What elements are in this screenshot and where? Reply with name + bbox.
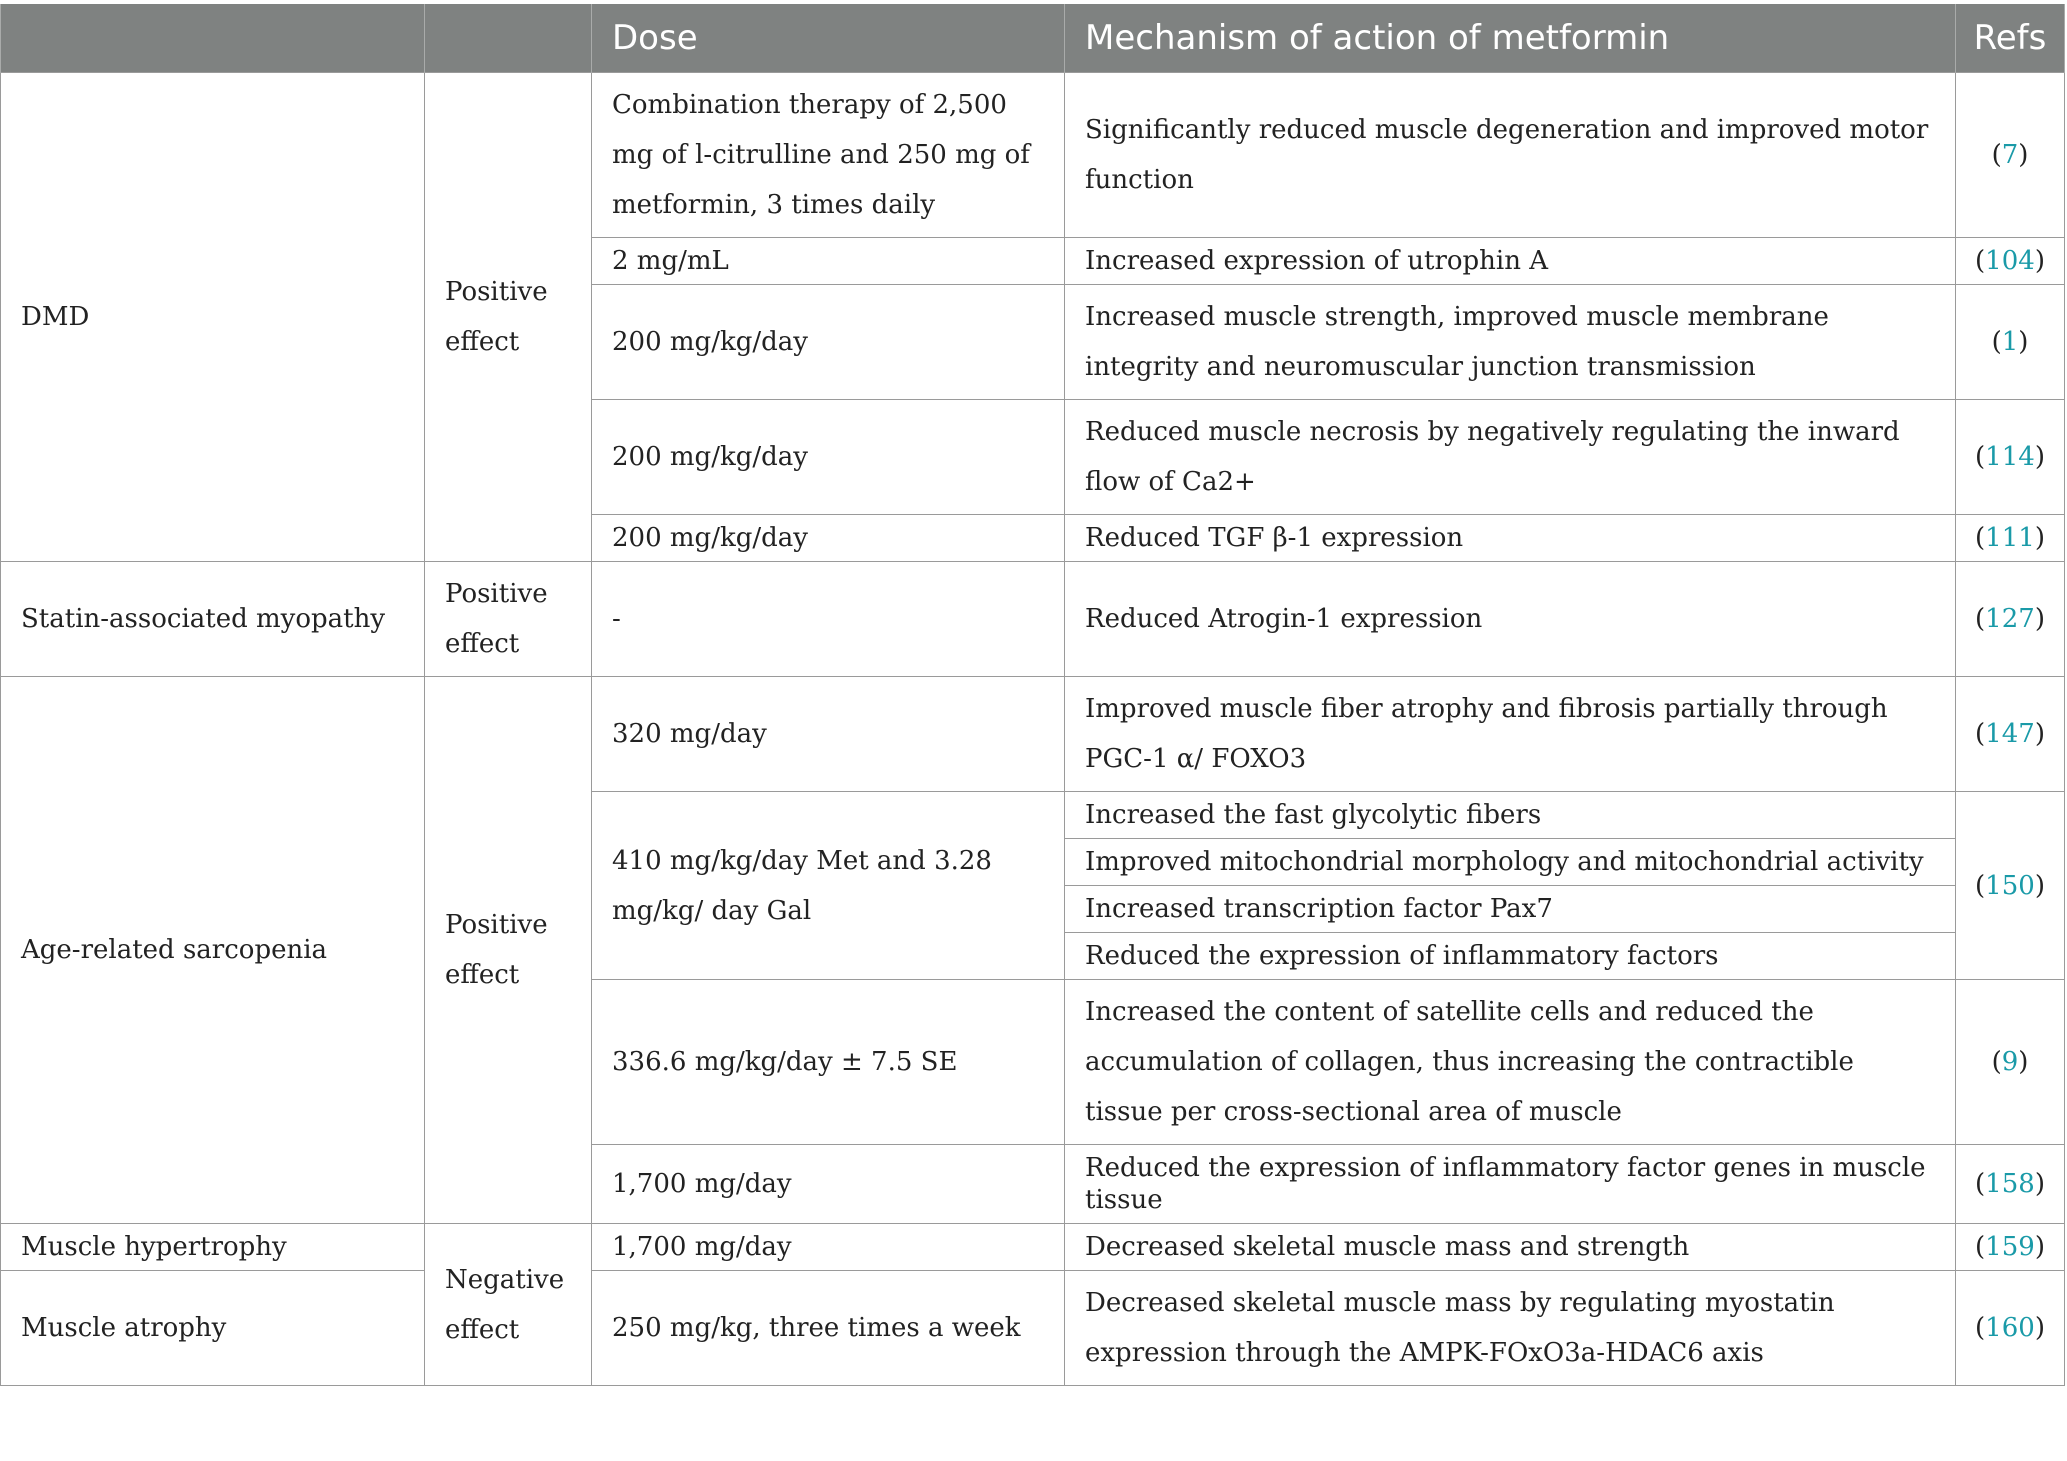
mechanism-cell: Reduced Atrogin-1 expression xyxy=(1065,562,1956,677)
mechanism-cell: Improved muscle fiber atrophy and fibrosis partially through PGC-1 α/ FOXO3 xyxy=(1065,677,1956,792)
table-row xyxy=(1,1224,2065,1271)
ref-link[interactable]: 1 xyxy=(2001,327,2019,357)
dose-cell: 200 mg/kg/day xyxy=(592,515,1065,562)
dose-cell: 200 mg/kg/day xyxy=(592,400,1065,515)
mechanism-cell: Reduced TGF β-1 expression xyxy=(1065,515,1956,562)
ref-link[interactable]: 114 xyxy=(1985,442,2035,472)
ref-cell: (160) xyxy=(1956,1271,2065,1386)
mechanism-cell: Decreased skeletal muscle mass and strength xyxy=(1065,1224,1956,1271)
condition-cell: Muscle hypertrophy xyxy=(1,1224,425,1271)
ref-link[interactable]: 7 xyxy=(2001,140,2019,170)
table-row xyxy=(1,677,2065,792)
table-row xyxy=(1,562,2065,677)
mechanism-cell: Increased expression of utrophin A xyxy=(1065,238,1956,285)
mechanism-cell: Significantly reduced muscle degeneration and improved motor function xyxy=(1065,73,1956,238)
condition-cell: Muscle atrophy xyxy=(1,1271,425,1386)
mechanism-cell: Reduced muscle necrosis by negatively regulating the inward flow of Ca2+ xyxy=(1065,400,1956,515)
header-refs: Refs xyxy=(1956,4,2065,73)
ref-cell: (159) xyxy=(1956,1224,2065,1271)
ref-cell: (1) xyxy=(1956,285,2065,400)
ref-cell: (111) xyxy=(1956,515,2065,562)
condition-cell: Statin-associated myopathy xyxy=(1,562,425,677)
header-condition xyxy=(1,4,425,73)
ref-cell: (7) xyxy=(1956,73,2065,238)
ref-cell: (9) xyxy=(1956,980,2065,1145)
header-dose: Dose xyxy=(592,4,1065,73)
dose-cell: 2 mg/mL xyxy=(592,238,1065,285)
metformin-table xyxy=(0,4,2065,1386)
ref-cell: (158) xyxy=(1956,1145,2065,1224)
dose-cell: 1,700 mg/day xyxy=(592,1224,1065,1271)
ref-link[interactable]: 9 xyxy=(2001,1047,2019,1077)
condition-cell: DMD xyxy=(1,73,425,562)
mechanism-cell: Reduced the expression of inflammatory factor genes in muscle tissue xyxy=(1065,1145,1956,1224)
header-row xyxy=(1,4,2065,73)
ref-link[interactable]: 150 xyxy=(1985,870,2035,901)
dose-cell: - xyxy=(592,562,1065,677)
dose-cell: 1,700 mg/day xyxy=(592,1145,1065,1224)
mechanism-cell: Increased transcription factor Pax7 xyxy=(1065,886,1956,933)
mechanism-cell: Increased muscle strength, improved muscle membrane integrity and neuromuscular junction transmission xyxy=(1065,285,1956,400)
ref-link[interactable]: 159 xyxy=(1985,1232,2035,1262)
condition-cell: Age-related sarcopenia xyxy=(1,677,425,1224)
effect-cell: Negative effect xyxy=(425,1224,592,1386)
ref-cell: (147) xyxy=(1956,677,2065,792)
mechanism-cell: Increased the content of satellite cells and reduced the accumulation of collagen, thus increasing the contractible tissue per cross-sectional area of muscle xyxy=(1065,980,1956,1145)
mechanism-cell: Increased the fast glycolytic fibers xyxy=(1065,792,1956,839)
effect-cell: Positive effect xyxy=(425,73,592,562)
ref-link[interactable]: 158 xyxy=(1985,1169,2035,1199)
ref-cell: (114) xyxy=(1956,400,2065,515)
dose-cell: 336.6 mg/kg/day ± 7.5 SE xyxy=(592,980,1065,1145)
table-row xyxy=(1,73,2065,238)
dose-cell: 410 mg/kg/day Met and 3.28 mg/kg/ day Gal xyxy=(592,792,1065,980)
ref-cell: (104) xyxy=(1956,238,2065,285)
ref-link[interactable]: 160 xyxy=(1985,1313,2035,1343)
ref-link[interactable]: 127 xyxy=(1985,604,2035,634)
ref-cell: (150) xyxy=(1956,792,2065,980)
ref-link[interactable]: 147 xyxy=(1985,719,2035,749)
effect-cell: Positive effect xyxy=(425,562,592,677)
table-row xyxy=(1,1271,2065,1386)
dose-cell: Combination therapy of 2,500 mg of l-citrulline and 250 mg of metformin, 3 times daily xyxy=(592,73,1065,238)
effect-cell: Positive effect xyxy=(425,677,592,1224)
mechanism-cell: Reduced the expression of inflammatory factors xyxy=(1065,933,1956,980)
dose-cell: 200 mg/kg/day xyxy=(592,285,1065,400)
ref-link[interactable]: 111 xyxy=(1985,523,2035,553)
header-effect xyxy=(425,4,592,73)
dose-cell: 320 mg/day xyxy=(592,677,1065,792)
ref-cell: (127) xyxy=(1956,562,2065,677)
dose-cell: 250 mg/kg, three times a week xyxy=(592,1271,1065,1386)
mechanism-cell: Improved mitochondrial morphology and mitochondrial activity xyxy=(1065,839,1956,886)
header-mechanism: Mechanism of action of metformin xyxy=(1065,4,1956,73)
mechanism-cell: Decreased skeletal muscle mass by regulating myostatin expression through the AMPK-FOxO3a-HDAC6 axis xyxy=(1065,1271,1956,1386)
ref-link[interactable]: 104 xyxy=(1985,246,2035,276)
